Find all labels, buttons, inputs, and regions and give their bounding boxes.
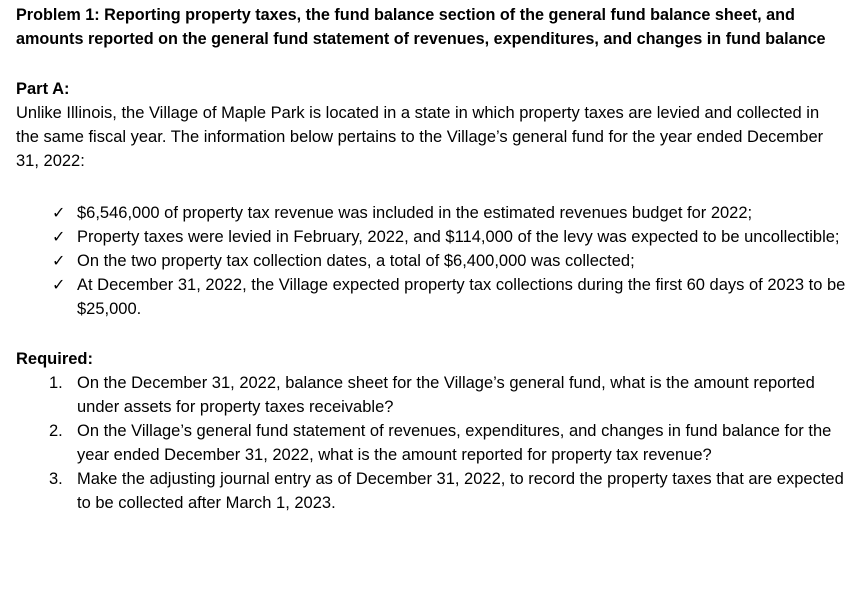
list-item-text: Property taxes were levied in February, 2022, and $114,000 of the levy was expected to be uncollectible; bbox=[77, 228, 840, 246]
list-item-text: On the two property tax collection dates, a total of $6,400,000 was collected; bbox=[77, 252, 635, 270]
item-number: 1. bbox=[49, 374, 63, 392]
check-icon: ✓ bbox=[52, 203, 66, 222]
part-a-heading: Part A: bbox=[16, 80, 70, 98]
list-item bbox=[16, 225, 846, 249]
list-item bbox=[16, 249, 846, 273]
list-item bbox=[16, 201, 846, 225]
list-item bbox=[16, 467, 846, 515]
part-a-intro: Unlike Illinois, the Village of Maple Park is located in a state in which property taxes are levied and collected in the same fiscal year. The information below pertains to the Village’s general fund for the year ended December 31, 2022: bbox=[16, 104, 824, 170]
item-number: 2. bbox=[49, 422, 63, 440]
list-item-text: At December 31, 2022, the Village expected property tax collections during the first 60 days of 2023 to be $25,000. bbox=[77, 276, 846, 318]
check-icon: ✓ bbox=[52, 251, 66, 270]
required-heading: Required: bbox=[16, 350, 94, 368]
list-item-text: $6,546,000 of property tax revenue was included in the estimated revenues budget for 2022; bbox=[77, 204, 753, 222]
problem-title: Problem 1: Reporting property taxes, the fund balance section of the general fund balance sheet, and amounts reported on the general fund statement of revenues, expenditures, and changes in fund balance bbox=[16, 6, 826, 48]
list-item bbox=[16, 273, 846, 321]
check-icon: ✓ bbox=[52, 227, 66, 246]
list-item-text: On the Village’s general fund statement of revenues, expenditures, and changes in fund balance for the year ended December 31, 2022, what is the amount reported for property tax revenue? bbox=[77, 422, 832, 464]
list-item bbox=[16, 419, 846, 467]
list-item-text: On the December 31, 2022, balance sheet for the Village’s general fund, what is the amount reported under assets for property taxes receivable? bbox=[77, 374, 815, 416]
required-list bbox=[16, 371, 846, 515]
item-number: 3. bbox=[49, 470, 63, 488]
list-item bbox=[16, 371, 846, 419]
given-information-list bbox=[16, 201, 846, 321]
list-item-text: Make the adjusting journal entry as of December 31, 2022, to record the property taxes that are expected to be collected after March 1, 2023. bbox=[77, 470, 844, 512]
document-page bbox=[16, 3, 846, 515]
check-icon: ✓ bbox=[52, 275, 66, 294]
